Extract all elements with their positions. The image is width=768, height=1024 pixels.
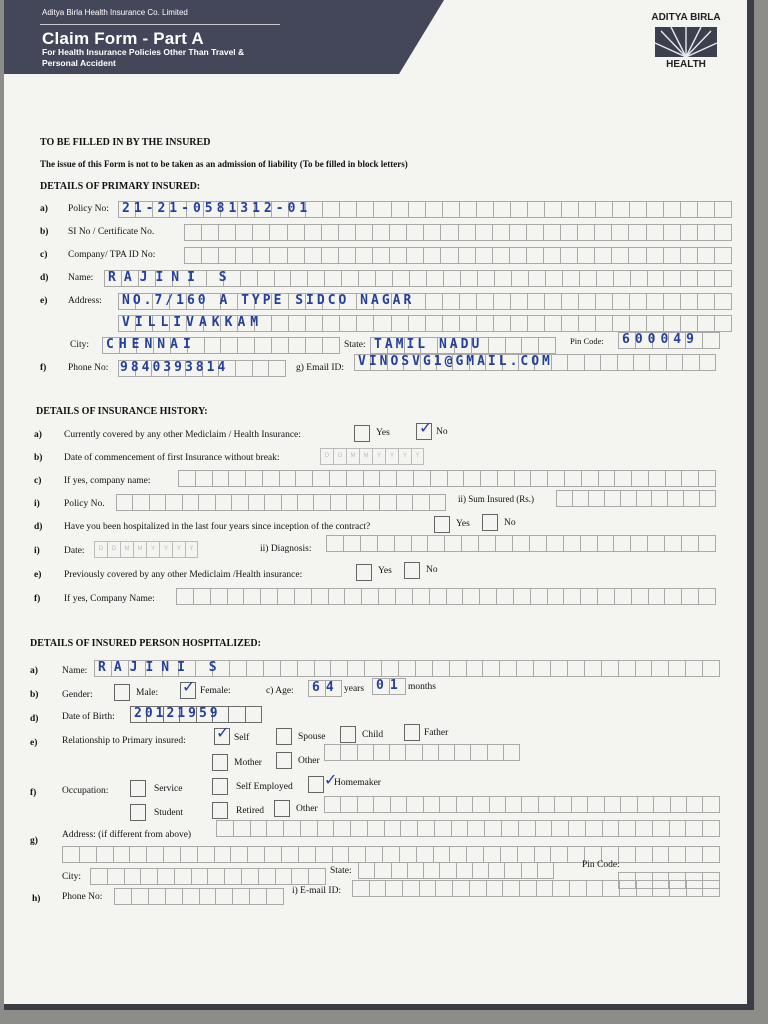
male-checkbox[interactable] <box>114 684 130 701</box>
yes-label: Yes <box>456 519 470 529</box>
aditya-birla-logo <box>636 12 736 84</box>
female-label: Female: <box>200 686 231 696</box>
date-digit-box[interactable]: D <box>320 448 333 465</box>
retired-checkbox[interactable] <box>212 802 228 819</box>
yes-label: Yes <box>376 428 390 438</box>
hospitalized-date-label: Date: <box>64 546 85 556</box>
date-digit-box[interactable]: Y <box>398 448 411 465</box>
alt-state-label: State: <box>330 866 352 876</box>
diagnosis-field[interactable] <box>326 535 716 552</box>
age-months-value: 01 <box>376 678 404 693</box>
date-digit-box[interactable]: M <box>120 541 133 558</box>
checkmark-icon: ✓ <box>324 770 338 789</box>
item-letter: b) <box>40 227 49 237</box>
date-digit-box[interactable]: M <box>359 448 372 465</box>
alt-email-field[interactable] <box>352 880 720 897</box>
student-checkbox[interactable] <box>130 804 146 821</box>
address-line-1-value: NO.7/160 A TYPE SIDCO NAGAR <box>122 293 415 308</box>
other-occupation-field[interactable] <box>324 796 720 813</box>
item-letter: e) <box>40 296 48 306</box>
item-letter: i) <box>34 546 40 556</box>
item-letter: d) <box>40 273 49 283</box>
item-letter: c) <box>34 476 42 486</box>
father-checkbox[interactable] <box>404 724 420 741</box>
sum-insured-field[interactable] <box>556 490 716 507</box>
email-value: VINOSVG1@GMAIL.COM <box>358 354 553 369</box>
diagnosis-label: ii) Diagnosis: <box>260 544 312 554</box>
item-letter: d) <box>34 522 43 532</box>
tpa-id-field[interactable] <box>184 247 732 264</box>
item-letter: b) <box>30 690 39 700</box>
alt-email-label: i) E-mail ID: <box>292 886 342 896</box>
yes-label: Yes <box>378 566 392 576</box>
form-title: Claim Form - Part A <box>42 29 204 48</box>
item-letter: f) <box>40 363 47 373</box>
currently-covered-question: Currently covered by any other Mediclaim / Health Insurance: <box>64 430 301 440</box>
date-digit-box[interactable]: M <box>346 448 359 465</box>
item-letter: a) <box>34 430 42 440</box>
history-policy-no-field[interactable] <box>116 494 446 511</box>
hospitalized-question: Have you been hospitalized in the last four years since inception of the contract? <box>64 522 371 532</box>
item-letter: e) <box>30 738 38 748</box>
date-digit-box[interactable]: Y <box>185 541 198 558</box>
pin-code-label: Pin Code: <box>570 336 604 346</box>
sunburst-icon <box>655 27 717 57</box>
hospitalized-date-field[interactable] <box>94 541 198 558</box>
pin-code-value: 600049 <box>622 332 699 347</box>
address-line-2-value: VILLIVAKKAM <box>122 315 264 330</box>
item-letter: a) <box>40 204 48 214</box>
first-insurance-date-question: Date of commencement of first Insurance without break: <box>64 453 280 463</box>
gender-label: Gender: <box>62 690 93 700</box>
homemaker-label: Homemaker <box>334 778 381 788</box>
other-label: Other <box>298 756 320 766</box>
alt-address-label: Address: (if different from above) <box>62 830 192 840</box>
years-label: years <box>344 684 365 694</box>
policy-no-value: 21-21-0581312-01 <box>122 201 312 216</box>
item-letter: a) <box>30 666 38 676</box>
occupation-label: Occupation: <box>62 786 109 796</box>
hospitalized-person-heading: DETAILS OF INSURED PERSON HOSPITALIZED: <box>30 638 261 649</box>
months-label: months <box>408 682 436 692</box>
male-label: Male: <box>136 688 159 698</box>
history-policy-no-label: Policy No. <box>64 499 105 509</box>
alt-pin-code-label: Pin Code: <box>582 860 620 870</box>
retired-label: Retired <box>236 806 264 816</box>
date-digit-box[interactable]: Y <box>159 541 172 558</box>
primary-insured-heading: DETAILS OF PRIMARY INSURED: <box>40 181 201 192</box>
date-digit-box[interactable]: D <box>94 541 107 558</box>
item-letter: e) <box>34 570 42 580</box>
city-value: CHENNAI <box>106 337 196 352</box>
company-name: Aditya Birla Health Insurance Co. Limited <box>42 8 188 17</box>
date-digit-box[interactable]: D <box>107 541 120 558</box>
company-name-question: If yes, company name: <box>64 476 151 486</box>
spouse-checkbox[interactable] <box>276 728 292 745</box>
fill-instruction: TO BE FILLED IN BY THE INSURED <box>40 137 211 148</box>
child-label: Child <box>362 730 384 740</box>
alt-city-label: City: <box>62 872 82 882</box>
previously-covered-yes-checkbox[interactable] <box>356 564 372 581</box>
city-label: City: <box>70 340 90 350</box>
alt-address-line-1-field[interactable] <box>216 820 720 837</box>
other-relationship-field[interactable] <box>324 744 520 761</box>
alt-phone-field[interactable] <box>114 888 284 905</box>
first-insurance-date-field[interactable] <box>320 448 424 465</box>
item-letter: i) <box>34 499 40 509</box>
state-value: TAMIL NADU <box>374 337 483 352</box>
banner-rule <box>40 24 280 25</box>
alt-phone-label: Phone No: <box>62 892 103 902</box>
hospitalized-yes-checkbox[interactable] <box>434 516 450 533</box>
address-label: Address: <box>68 296 102 306</box>
spouse-label: Spouse <box>298 732 326 742</box>
self-employed-label: Self Employed <box>236 782 293 792</box>
self-employed-checkbox[interactable] <box>212 778 228 795</box>
claim-form-page <box>4 0 754 1010</box>
currently-covered-yes-checkbox[interactable] <box>354 425 370 442</box>
no-label: No <box>436 427 448 437</box>
name-label: Name: <box>68 273 94 283</box>
patient-name-value: RAJINI S <box>98 660 225 675</box>
logo-text-bottom: HEALTH <box>666 59 706 70</box>
item-letter: h) <box>32 894 41 904</box>
si-no-field[interactable] <box>184 224 732 241</box>
item-letter: c) <box>40 250 48 260</box>
si-no-label: SI No / Certificate No. <box>68 227 155 237</box>
service-label: Service <box>154 784 183 794</box>
patient-name-label: Name: <box>62 666 88 676</box>
item-letter: f) <box>34 594 41 604</box>
checkmark-icon: ✓ <box>182 677 196 696</box>
student-label: Student <box>154 808 184 818</box>
dob-value: 20121959 <box>134 706 221 721</box>
state-label: State: <box>344 340 366 350</box>
age-label: c) Age: <box>266 686 294 696</box>
date-digit-box[interactable]: D <box>333 448 346 465</box>
name-value: RAJINI S <box>108 270 235 285</box>
other-occupation-checkbox[interactable] <box>274 800 290 817</box>
hospitalized-no-checkbox[interactable] <box>482 514 498 531</box>
email-label: g) Email ID: <box>296 363 345 373</box>
logo-text-top: ADITYA BIRLA <box>651 12 721 23</box>
no-label: No <box>504 518 516 528</box>
form-subtitle-2: Personal Accident <box>42 58 116 68</box>
date-digit-box[interactable]: Y <box>372 448 385 465</box>
checkmark-icon: ✓ <box>419 418 433 437</box>
item-letter: g) <box>30 836 38 846</box>
father-label: Father <box>424 728 449 738</box>
no-label: No <box>426 565 438 575</box>
other-occupation-label: Other <box>296 804 318 814</box>
mother-label: Mother <box>234 758 262 768</box>
date-digit-box[interactable]: Y <box>146 541 159 558</box>
item-letter: b) <box>34 453 43 463</box>
item-letter: d) <box>30 714 39 724</box>
phone-value: 9840393814 <box>120 360 229 375</box>
previous-company-name-label: If yes, Company Name: <box>64 594 155 604</box>
child-checkbox[interactable] <box>340 726 356 743</box>
self-label: Self <box>234 733 250 743</box>
alt-state-field[interactable] <box>358 862 554 879</box>
phone-label: Phone No: <box>68 363 109 373</box>
tpa-id-label: Company/ TPA ID No: <box>68 250 156 260</box>
date-digit-box[interactable]: Y <box>172 541 185 558</box>
age-years-value: 64 <box>312 680 340 695</box>
service-checkbox[interactable] <box>130 780 146 797</box>
policy-no-label: Policy No: <box>68 204 109 214</box>
item-letter: f) <box>30 788 37 798</box>
other-relationship-checkbox[interactable] <box>276 752 292 769</box>
relationship-label: Relationship to Primary insured: <box>62 736 186 746</box>
form-subtitle: For Health Insurance Policies Other Than Travel & <box>42 47 245 57</box>
alt-city-field[interactable] <box>90 868 326 885</box>
checkmark-icon: ✓ <box>216 723 230 742</box>
liability-disclaimer: The issue of this Form is not to be taken as an admission of liability (To be filled in block letters) <box>40 159 408 169</box>
sum-insured-label: ii) Sum Insured (Rs.) <box>458 494 534 504</box>
homemaker-checkbox[interactable] <box>308 776 324 793</box>
alt-address-line-2-field[interactable] <box>62 846 720 863</box>
history-company-name-field[interactable] <box>178 470 716 487</box>
previously-covered-question: Previously covered by any other Mediclaim /Health insurance: <box>64 570 303 580</box>
date-digit-box[interactable]: Y <box>411 448 424 465</box>
previously-covered-no-checkbox[interactable] <box>404 562 420 579</box>
previous-company-name-field[interactable] <box>176 588 716 605</box>
dob-label: Date of Birth: <box>62 712 115 722</box>
insurance-history-heading: DETAILS OF INSURANCE HISTORY: <box>36 406 208 417</box>
date-digit-box[interactable]: Y <box>385 448 398 465</box>
date-digit-box[interactable]: M <box>133 541 146 558</box>
mother-checkbox[interactable] <box>212 754 228 771</box>
